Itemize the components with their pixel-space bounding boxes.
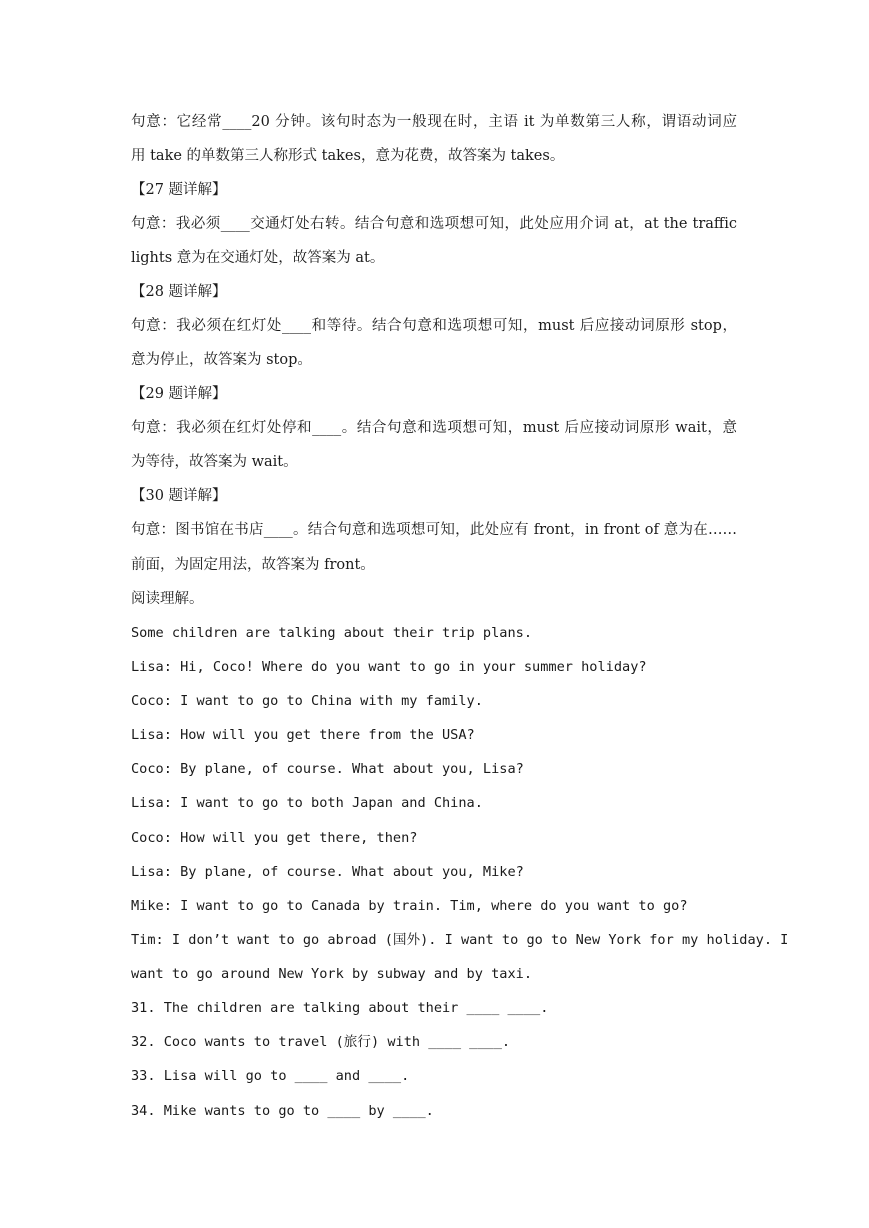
- passage-line: Lisa: Hi, Coco! Where do you want to go in your summer holiday?: [131, 659, 647, 675]
- explanation-26-line-1: 句意：它经常____20 分钟。该句时态为一般现在时，主语 it 为单数第三人称，谓语动词应: [131, 114, 737, 130]
- explanation-28-line-2: 意为停止，故答案为 stop。: [131, 352, 312, 368]
- question-34: 34. Mike wants to go to ____ by ____.: [131, 1103, 434, 1119]
- question-29-header: 【29 题详解】: [131, 386, 227, 402]
- passage-line: Lisa: I want to go to both Japan and China.: [131, 795, 483, 811]
- explanation-29-line-1: 句意：我必须在红灯处停和____。结合句意和选项想可知，must 后应接动词原形 wait，意: [131, 420, 737, 436]
- passage-line: Coco: How will you get there, then?: [131, 830, 418, 846]
- explanation-29-line-2: 为等待，故答案为 wait。: [131, 454, 298, 470]
- passage-line: Mike: I want to go to Canada by train. Tim, where do you want to go?: [131, 898, 688, 914]
- question-31: 31. The children are talking about their ____ ____.: [131, 1000, 549, 1016]
- explanation-30-line-1: 句意：图书馆在书店____。结合句意和选项想可知，此处应有 front，in front of 意为在……: [131, 522, 737, 538]
- question-27-header: 【27 题详解】: [131, 182, 227, 198]
- explanation-27-line-2: lights 意为在交通灯处，故答案为 at。: [131, 250, 385, 266]
- passage-line: Lisa: How will you get there from the USA?: [131, 727, 475, 743]
- passage-line: Coco: I want to go to China with my family.: [131, 693, 483, 709]
- passage-tim-line-1: Tim: I don’t want to go abroad (国外). I want to go to New York for my holiday. I: [131, 932, 789, 948]
- explanation-27-line-1: 句意：我必须____交通灯处右转。结合句意和选项想可知，此处应用介词 at，at the traffic: [131, 216, 737, 232]
- question-30-header: 【30 题详解】: [131, 488, 227, 504]
- passage-line: Some children are talking about their trip plans.: [131, 625, 533, 641]
- passage-line: Lisa: By plane, of course. What about you, Mike?: [131, 864, 524, 880]
- question-32: 32. Coco wants to travel (旅行) with ____ ____.: [131, 1034, 511, 1050]
- passage-tim-line-2: want to go around New York by subway and by taxi.: [131, 966, 533, 982]
- passage-line: Coco: By plane, of course. What about you, Lisa?: [131, 761, 524, 777]
- section-title: 阅读理解。: [131, 591, 204, 607]
- explanation-28-line-1: 句意：我必须在红灯处____和等待。结合句意和选项想可知，must 后应接动词原形 stop，: [131, 318, 737, 334]
- explanation-26-line-2: 用 take 的单数第三人称形式 takes，意为花费，故答案为 takes。: [131, 148, 565, 164]
- question-28-header: 【28 题详解】: [131, 284, 227, 300]
- explanation-30-line-2: 前面，为固定用法，故答案为 front。: [131, 557, 375, 573]
- question-33: 33. Lisa will go to ____ and ____.: [131, 1068, 410, 1084]
